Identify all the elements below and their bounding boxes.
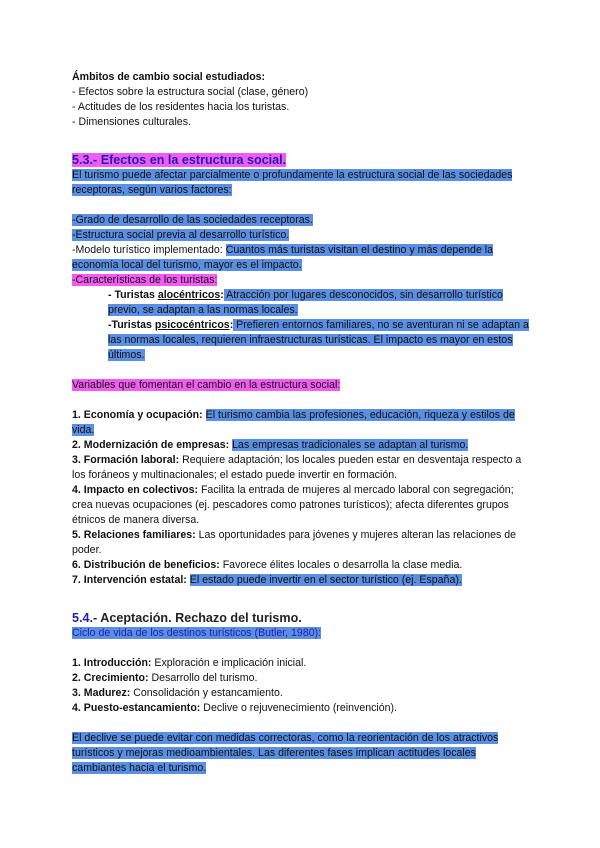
factor-item: -Características de los turistas: [72, 274, 218, 286]
ambitos-item: - Efectos sobre la estructura social (clase, género) [72, 86, 309, 98]
section-5-3-heading: 5.3.- Efectos en la estructura social. [72, 153, 287, 167]
document-content [72, 70, 530, 776]
variable-item: 6. Distribución de beneficios: Favorece élites locales o desarrolla la clase media. [72, 559, 463, 571]
ambitos-item: - Dimensiones culturales. [72, 116, 191, 128]
factor-item: -Modelo turístico implementado: Cuantos más turistas visitan el destino y más depende la economía local del turismo, mayor es el impacto. [72, 244, 494, 271]
section-5-3-intro: El turismo puede afectar parcialmente o profundamente la estructura social de las sociedades receptoras, según varios factores: [72, 169, 513, 196]
factor-item: -Grado de desarrollo de las sociedades receptoras. [72, 214, 313, 226]
ambitos-item: - Actitudes de los residentes hacia los turistas. [72, 101, 290, 113]
tourist-type-allocentric: - Turistas alocéntricos: Atracción por lugares desconocidos, sin desarrollo turístico previo, se adaptan a las normas locales. [108, 289, 503, 316]
variable-item: 2. Modernización de empresas: Las empresas tradicionales se adaptan al turismo. [72, 439, 469, 451]
phase-item: 3. Madurez: Consolidación y estancamiento. [72, 687, 283, 699]
phase-item: 1. Introducción: Exploración e implicación inicial. [72, 657, 307, 669]
phase-item: 2. Crecimiento: Desarrollo del turismo. [72, 672, 258, 684]
section-5-4-subtitle: Ciclo de vida de los destinos turísticos (Butler, 1980): [72, 627, 322, 639]
phase-item: 4. Puesto-estancamiento: Declive o rejuvenecimiento (reinvención). [72, 702, 398, 714]
variables-heading: Variables que fomentan el cambio en la estructura social: [72, 379, 341, 391]
variable-item: 7. Intervención estatal: El estado puede invertir en el sector turístico (ej. España). [72, 574, 462, 586]
section-5-4-closing: El declive se puede evitar con medidas correctoras, como la reorientación de los atractivos turísticos y mejoras medioambientales. Las diferentes fases implican actitudes locales cambiantes hacia el turismo. [72, 732, 499, 774]
variable-item: 3. Formación laboral: Requiere adaptación; los locales pueden estar en desventaja respecto a los foráneos y multinacionales; el estado puede invertir en formación. [72, 454, 522, 481]
tourist-type-psychocentric: -Turistas psicocéntricos: Prefieren entornos familiares, no se aventuran ni se adaptan a las normas locales, requieren infraestructuras turísticas. El impacto es mayor en estos últimos. [108, 319, 529, 361]
variable-item: 4. Impacto en colectivos: Facilita la entrada de mujeres al mercado laboral con segregación; crea nuevas ocupaciones (ej. pescadores como patrones turísticos); afecta diferentes grupos étnicos de manera diversa. [72, 484, 514, 526]
section-5-4-heading: 5.4.- Aceptación. Rechazo del turismo. [72, 611, 302, 625]
variable-item: 1. Economía y ocupación: El turismo cambia las profesiones, educación, riqueza y estilos de vida. [72, 409, 515, 436]
variable-item: 5. Relaciones familiares: Las oportunidades para jóvenes y mujeres alteran las relaciones de poder. [72, 529, 517, 556]
factor-item: -Estructura social previa al desarrollo turístico. [72, 229, 290, 241]
ambitos-title: Ámbitos de cambio social estudiados: [72, 71, 266, 83]
